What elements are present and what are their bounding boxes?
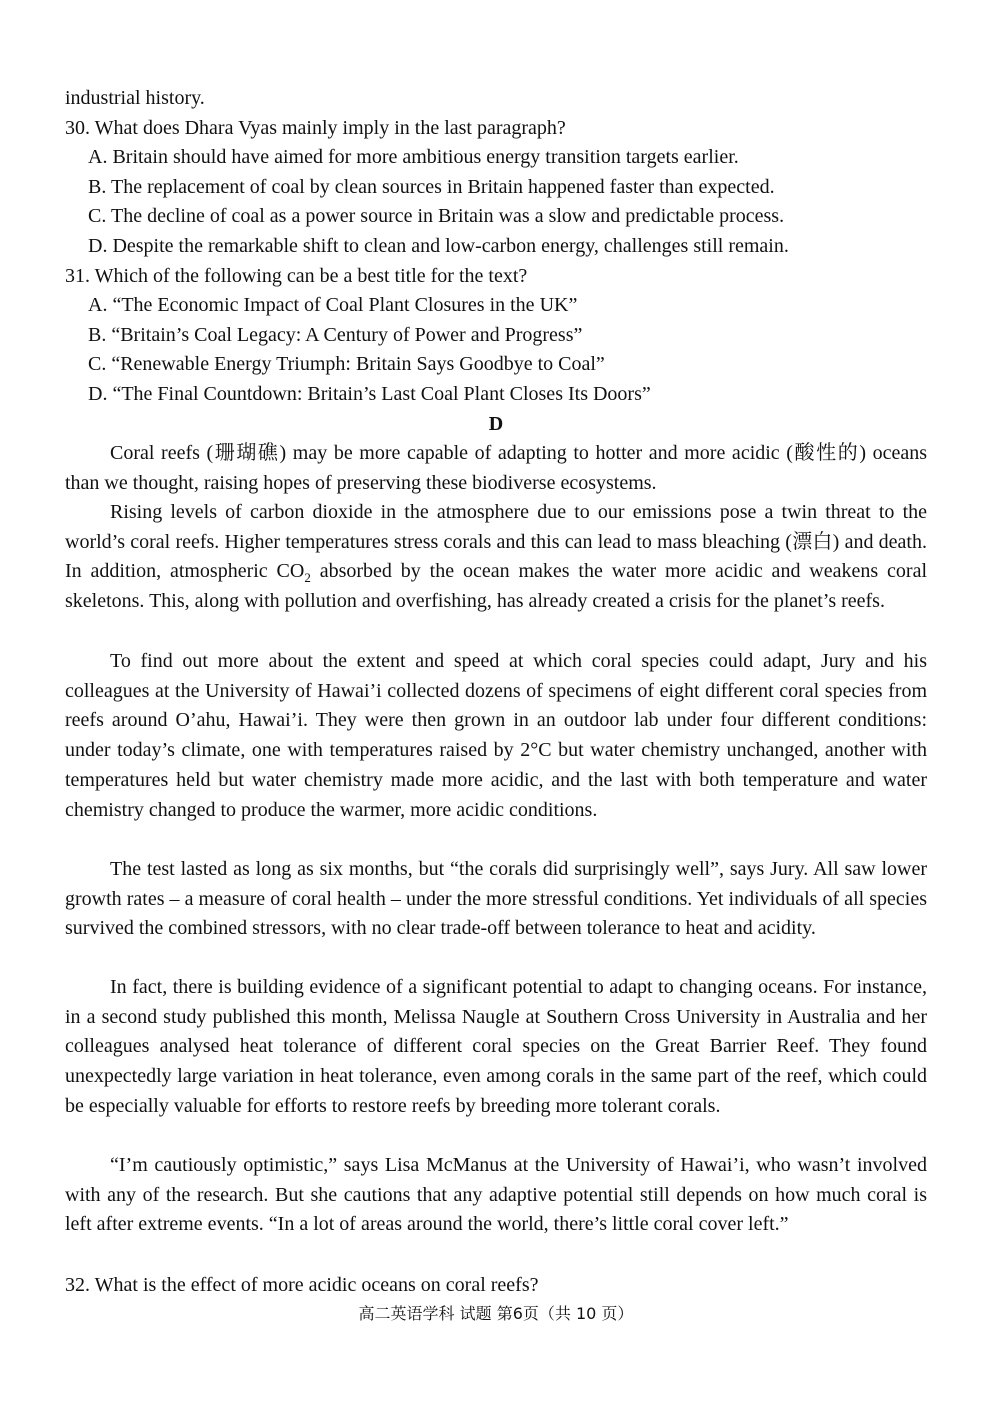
- passage-paragraph-2-end: absorbed by the ocean makes the water more acidic and weakens coral skeletons. This, along with pollution and overfishing, has already created a crisis for the planet’s reefs.: [65, 560, 928, 613]
- passage-paragraph-2: [65, 498, 927, 617]
- page-footer: 高二英语学科 试题 第6页（共 10 页）: [358, 1304, 634, 1323]
- question-31-stem: 31. Which of the following can be a best title for the text?: [65, 265, 528, 287]
- question-30-option-b: B. The replacement of coal by clean sources in Britain happened faster than expected.: [88, 176, 775, 198]
- previous-passage-fragment: industrial history.: [65, 87, 205, 109]
- passage-paragraph-5: In fact, there is building evidence of a significant potential to adapt to changing oceans. For instance, in a second study published this month, Melissa Naugle at Southern Cross University in Australia and her colleagues analysed heat tolerance of different coral species on the Great Barrier Reef. They found unexpectedly large variation in heat tolerance, even among corals in the same part of the reef, which could be especially valuable for efforts to restore reefs by breeding more tolerant corals.: [65, 976, 927, 1117]
- question-31-option-a: A. “The Economic Impact of Coal Plant Closures in the UK”: [88, 294, 578, 316]
- question-30-option-c: C. The decline of coal as a power source in Britain was a slow and predictable process.: [88, 205, 785, 227]
- passage-paragraph-3: To find out more about the extent and speed at which coral species could adapt, Jury and his colleagues at the University of Hawai’i collected dozens of specimens of eight different coral species from reefs around O’ahu, Hawai’i. They were then grown in an outdoor lab under four different conditions: under today’s climate, one with temperatures raised by 2°C but water chemistry unchanged, another with temperatures held but water chemistry made more acidic, and the last with both temperature and water chemistry changed to produce the warmer, more acidic conditions.: [65, 650, 927, 821]
- passage-paragraph-1: Coral reefs (珊瑚礁) may be more capable of adapting to hotter and more acidic (酸性的) oceans than we thought, raising hopes of preserving these biodiverse ecosystems.: [65, 442, 927, 494]
- question-31-option-c: C. “Renewable Energy Triumph: Britain Says Goodbye to Coal”: [88, 353, 605, 375]
- passage-paragraph-4: The test lasted as long as six months, but “the corals did surprisingly well”, says Jury. All saw lower growth rates – a measure of coral health – under the more stressful conditions. Yet individuals of all species survived the combined stressors, with no clear trade-off between tolerance to heat and acidity.: [65, 858, 927, 940]
- question-30-option-a: A. Britain should have aimed for more ambitious energy transition targets earlier.: [88, 146, 739, 168]
- co2-subscript: 2: [304, 570, 311, 586]
- section-title: D: [488, 413, 504, 435]
- question-30-option-d: D. Despite the remarkable shift to clean and low-carbon energy, challenges still remain.: [88, 235, 789, 257]
- question-30-stem: 30. What does Dhara Vyas mainly imply in the last paragraph?: [65, 117, 566, 139]
- question-31-option-d: D. “The Final Countdown: Britain’s Last Coal Plant Closes Its Doors”: [88, 383, 651, 405]
- passage-paragraph-6: “I’m cautiously optimistic,” says Lisa McManus at the University of Hawai’i, who wasn’t involved with any of the research. But she cautions that any adaptive potential still depends on how much coral is left after extreme events. “In a lot of areas around the world, there’s little coral cover left.”: [65, 1154, 927, 1236]
- passage-paragraph-2-start: Rising levels of carbon dioxide in the atmosphere due to our emissions pose a twin threat to the world’s coral reefs. Higher temperatures stress corals and this can lead to mass bleaching (漂白) and death. In addition, atmospheric CO: [65, 501, 927, 583]
- question-31-option-b: B. “Britain’s Coal Legacy: A Century of Power and Progress”: [88, 324, 583, 346]
- question-32-stem: 32. What is the effect of more acidic oceans on coral reefs?: [65, 1274, 539, 1296]
